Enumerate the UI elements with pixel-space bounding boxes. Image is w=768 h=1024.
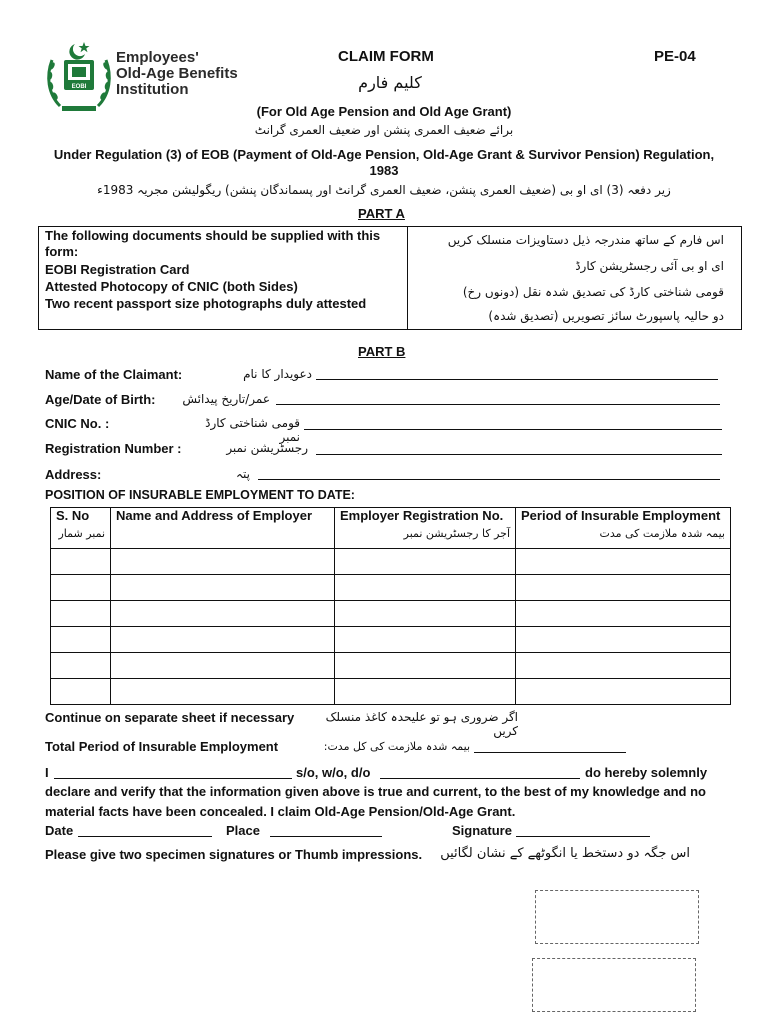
date-field[interactable] — [78, 836, 212, 837]
table-cell[interactable] — [335, 549, 516, 575]
institution-name — [116, 50, 238, 98]
table-row — [51, 575, 731, 601]
part-a-doc-photographs: Two recent passport size photographs duly attested — [45, 296, 367, 311]
table-cell[interactable] — [516, 549, 731, 575]
position-heading: POSITION OF INSURABLE EMPLOYMENT TO DATE: — [45, 488, 355, 502]
column-employer-name: Name and Address of Employer — [111, 508, 335, 549]
table-cell[interactable] — [111, 601, 335, 627]
table-cell[interactable] — [335, 627, 516, 653]
place-label: Place — [226, 823, 260, 838]
signature-field[interactable] — [516, 836, 650, 837]
table-cell[interactable] — [51, 601, 111, 627]
part-a-urdu-intro: اس فارم کے ساتھ مندرجہ ذیل دستاویزات منسلک کریں — [447, 233, 724, 247]
part-a-urdu-photographs: دو حالیہ پاسپورٹ سائز تصویریں (تصدیق شدہ) — [488, 309, 724, 323]
regulation-text-urdu: زیر دفعہ (3) ای او بی (ضعیف العمری پنشن، ضعیف العمری گرانٹ اور پسماندگان پنشن) ریگولیشن مجریہ 1983ء — [97, 183, 671, 197]
table-cell[interactable] — [335, 601, 516, 627]
part-a-urdu-cnic: قومی شناختی کارڈ کی تصدیق شدہ نقل (دونوں رخ) — [462, 285, 724, 299]
specimen-note-urdu: اس جگہ دو دستخط یا انگوٹھے کے نشان لگائیں — [440, 846, 690, 861]
table-row — [51, 627, 731, 653]
column-period: Period of Insurable Employment بیمہ شدہ ملازمت کی مدت — [516, 508, 731, 549]
age-dob-label: Age/Date of Birth: — [45, 392, 156, 407]
signature-label: Signature — [452, 823, 512, 838]
claimant-name-label-urdu: دعویدار کا نام — [243, 367, 312, 381]
continue-note: Continue on separate sheet if necessary — [45, 710, 295, 725]
address-field[interactable] — [258, 479, 720, 480]
cnic-field[interactable] — [304, 429, 722, 430]
form-title-urdu: کلیم فارم — [358, 73, 422, 92]
form-title: CLAIM FORM — [338, 48, 434, 65]
continue-note-urdu: اگر ضروری ہو تو علیحدہ کاغذ منسلک کریں — [325, 710, 518, 738]
table-cell[interactable] — [51, 549, 111, 575]
table-cell[interactable] — [51, 627, 111, 653]
logo-line-1: Employees' — [116, 49, 199, 66]
age-dob-label-urdu: عمر/تاریخ پیدائش — [182, 392, 270, 406]
table-cell[interactable] — [516, 575, 731, 601]
table-row — [51, 679, 731, 705]
registration-number-label-urdu: رجسٹریشن نمبر — [226, 441, 308, 455]
declaration-solemnly: do hereby solemnly — [585, 765, 708, 780]
logo-line-3: Institution — [116, 81, 189, 98]
form-subtitle-urdu: برائے ضعیف العمری پنشن اور ضعیف العمری گرانٹ — [254, 123, 514, 137]
part-a-heading: PART A — [358, 206, 405, 221]
address-label-urdu: پتہ — [236, 467, 250, 481]
table-cell[interactable] — [111, 679, 335, 705]
declaration-i: I — [45, 765, 49, 780]
table-cell[interactable] — [111, 575, 335, 601]
table-cell[interactable] — [335, 679, 516, 705]
table-row — [51, 653, 731, 679]
part-a-doc-registration-card: EOBI Registration Card — [45, 262, 190, 277]
table-cell[interactable] — [516, 627, 731, 653]
part-a-doc-cnic: Attested Photocopy of CNIC (both Sides) — [45, 279, 298, 294]
table-row — [51, 549, 731, 575]
declaration-line-3: material facts have been concealed. I claim Old-Age Pension/Old-Age Grant. — [45, 804, 516, 819]
table-cell[interactable] — [516, 653, 731, 679]
part-a-urdu-registration-card: ای او بی آئی رجسٹریشن کارڈ — [575, 259, 724, 273]
table-cell[interactable] — [51, 679, 111, 705]
address-label: Address: — [45, 467, 102, 482]
regulation-text: Under Regulation (3) of EOB (Payment of Old-Age Pension, Old-Age Grant & Survivor Pension) Regulation, 1983 — [53, 147, 715, 178]
logo-line-2: Old-Age Benefits — [116, 65, 238, 82]
table-header-row — [51, 508, 731, 549]
specimen-signature-box-2[interactable] — [532, 958, 696, 1012]
part-b-heading: PART B — [358, 344, 406, 359]
form-subtitle: (For Old Age Pension and Old Age Grant) — [256, 104, 512, 119]
form-code: PE-04 — [654, 48, 696, 65]
table-cell[interactable] — [516, 601, 731, 627]
column-employer-registration: Employer Registration No. آجر کا رجسٹریشن نمبر — [335, 508, 516, 549]
column-sno: S. No نمبر شمار — [51, 508, 111, 549]
claimant-name-field[interactable] — [316, 379, 718, 380]
registration-number-label: Registration Number : — [45, 441, 182, 456]
place-field[interactable] — [270, 836, 382, 837]
cnic-label-urdu: قومی شناختی کارڈ نمبر — [205, 416, 300, 444]
svg-text:EOBI: EOBI — [71, 84, 87, 90]
registration-number-field[interactable] — [316, 454, 722, 455]
total-period-label-urdu: بیمہ شدہ ملازمت کی کل مدت: — [323, 740, 470, 753]
declarant-name-field[interactable] — [54, 778, 292, 779]
claimant-name-label: Name of the Claimant: — [45, 367, 183, 382]
declaration-line-2: declare and verify that the information given above is true and current, to the best of my knowledge and no — [45, 784, 706, 799]
specimen-signature-box-1[interactable] — [535, 890, 699, 944]
specimen-note: Please give two specimen signatures or Thumb impressions. — [45, 847, 423, 862]
part-a-divider — [407, 226, 408, 330]
employment-table — [50, 507, 731, 705]
table-cell[interactable] — [516, 679, 731, 705]
age-dob-field[interactable] — [276, 404, 720, 405]
total-period-field[interactable] — [474, 752, 626, 753]
table-cell[interactable] — [51, 653, 111, 679]
table-cell[interactable] — [111, 627, 335, 653]
table-row — [51, 601, 731, 627]
table-cell[interactable] — [111, 549, 335, 575]
table-cell[interactable] — [111, 653, 335, 679]
table-cell[interactable] — [51, 575, 111, 601]
table-cell[interactable] — [335, 653, 516, 679]
date-label: Date — [45, 823, 74, 838]
table-cell[interactable] — [335, 575, 516, 601]
total-period-label: Total Period of Insurable Employment — [45, 739, 279, 754]
eobi-logo — [44, 36, 114, 118]
declaration-relation: s/o, w/o, d/o — [296, 765, 371, 780]
cnic-label: CNIC No. : — [45, 416, 110, 431]
part-a-doc-intro: The following documents should be supplied with this form: — [45, 228, 381, 259]
declarant-relation-field[interactable] — [380, 778, 580, 779]
